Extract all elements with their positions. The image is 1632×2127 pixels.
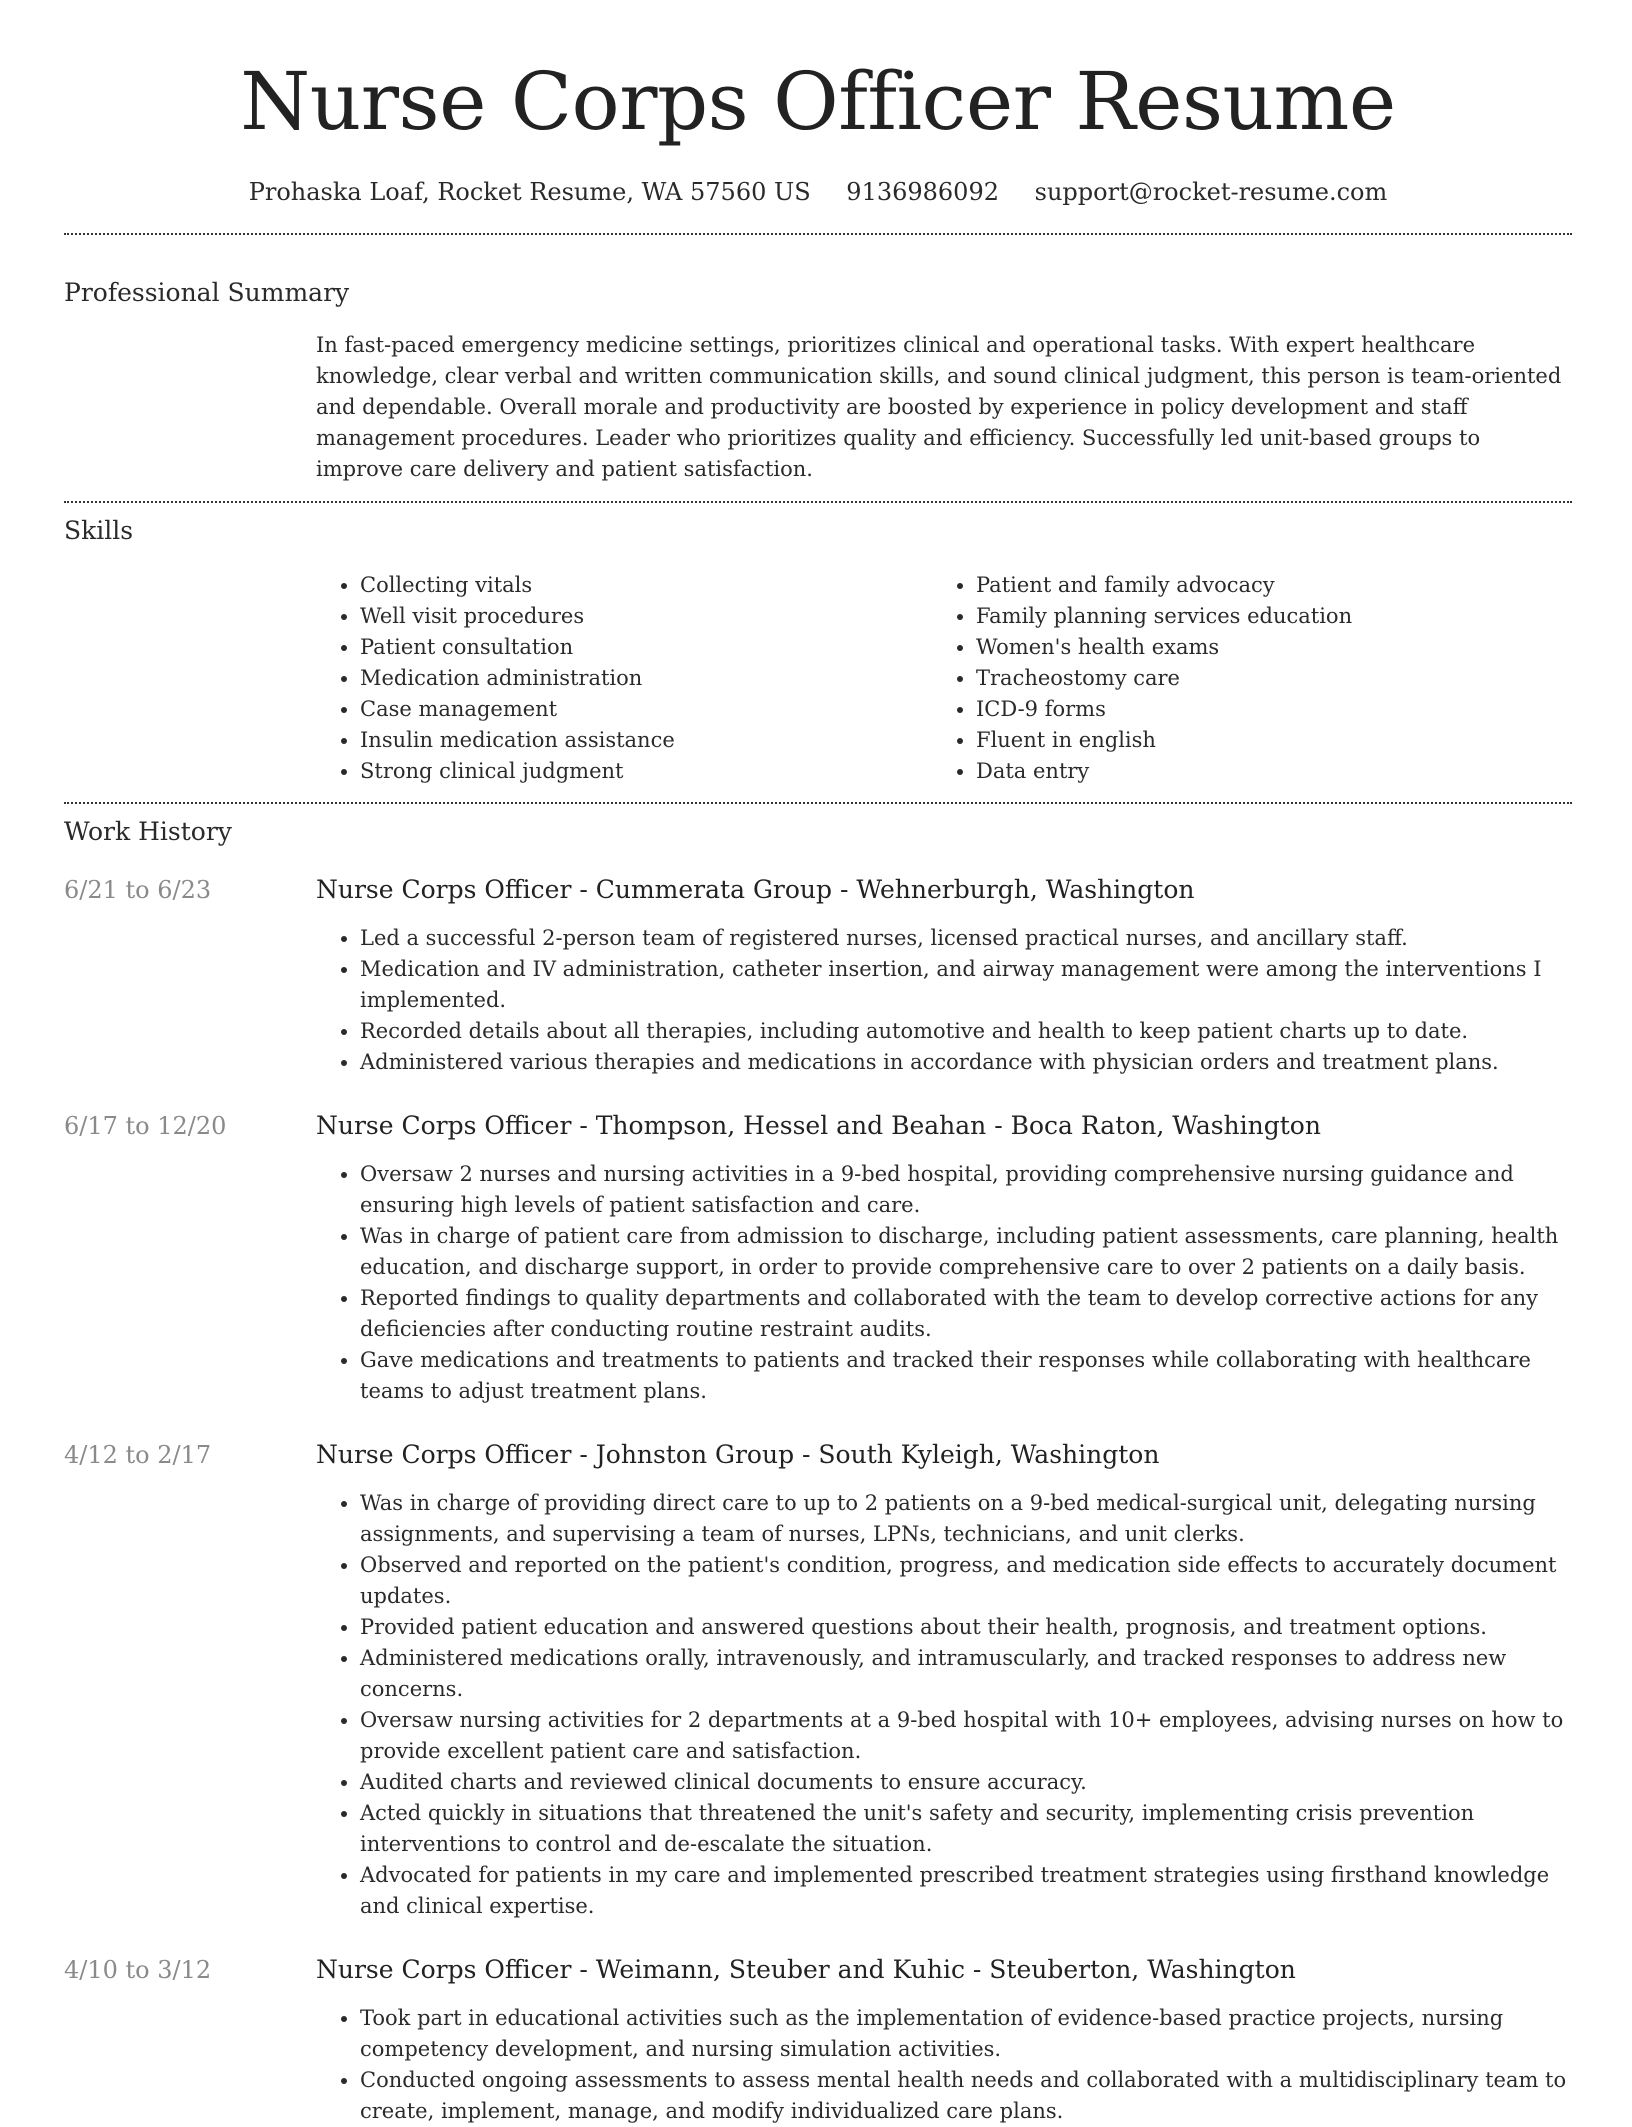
skills-divider — [64, 802, 1572, 804]
contact-phone: 9136986092 — [846, 178, 999, 206]
job-bullets — [316, 2003, 1572, 2127]
job-bullet: • Was in charge of patient care from admission to discharge, including patient assessments, care planning, health education, and discharge support, in order to provide comprehensive care to over 2 patients on a daily basis. — [360, 1221, 1572, 1283]
job-entry — [64, 1954, 1572, 2127]
job-dates: 6/21 to 6/23 — [64, 876, 212, 904]
header-divider — [64, 233, 1572, 235]
summary-body — [316, 330, 1572, 485]
skill-item: • Strong clinical judgment — [360, 756, 932, 787]
job-bullet: • Recorded details about all therapies, including automotive and health to keep patient charts up to date. — [360, 1016, 1572, 1047]
skill-item: • Family planning services education — [976, 601, 1548, 632]
job-entry — [64, 874, 1572, 1078]
skill-item: • Patient consultation — [360, 632, 932, 663]
job-bullet: • Oversaw nursing activities for 2 departments at a 9-bed hospital with 10+ employees, advising nurses on how to provide excellent patient care and satisfaction. — [360, 1705, 1572, 1767]
skills-column-right — [932, 570, 1548, 787]
skill-item: • Women's health exams — [976, 632, 1548, 663]
skill-item: • Fluent in english — [976, 725, 1548, 756]
job-bullet: • Reported findings to quality departments and collaborated with the team to develop corrective actions for any deficiencies after conducting routine restraint audits. — [360, 1283, 1572, 1345]
skill-item: • ICD-9 forms — [976, 694, 1548, 725]
skill-item: • Case management — [360, 694, 932, 725]
job-bullet: • Provided patient education and answered questions about their health, prognosis, and treatment options. — [360, 1612, 1572, 1643]
job-bullets — [316, 1488, 1572, 1922]
job-bullets — [316, 923, 1572, 1078]
job-bullet: • Took part in educational activities such as the implementation of evidence-based practice projects, nursing competency development, and nursing simulation activities. — [360, 2003, 1572, 2065]
skill-item: • Well visit procedures — [360, 601, 932, 632]
job-bullet: • Oversaw 2 nurses and nursing activities in a 9-bed hospital, providing comprehensive nursing guidance and ensuring high levels of patient satisfaction and care. — [360, 1159, 1572, 1221]
resume-title: Nurse Corps Officer Resume — [240, 55, 1396, 148]
job-bullet: • Gave medications and treatments to patients and tracked their responses while collaborating with healthcare teams to adjust treatment plans. — [360, 1345, 1572, 1407]
job-bullet: • Administered various therapies and medications in accordance with physician orders and treatment plans. — [360, 1047, 1572, 1078]
job-entry — [64, 1439, 1572, 1922]
job-bullet: • Led a successful 2-person team of registered nurses, licensed practical nurses, and ancillary staff. — [360, 923, 1572, 954]
job-bullet: • Medication and IV administration, catheter insertion, and airway management were among the interventions I implemented. — [360, 954, 1572, 1016]
job-bullet: • Conducted ongoing assessments to assess mental health needs and collaborated with a multidisciplinary team to create, implement, manage, and modify individualized care plans. — [360, 2065, 1572, 2127]
job-title: Nurse Corps Officer - Cummerata Group - Wehnerburgh, Washington — [316, 875, 1195, 904]
skills-heading: Skills — [64, 516, 134, 545]
job-title: Nurse Corps Officer - Johnston Group - South Kyleigh, Washington — [316, 1440, 1160, 1469]
job-entry — [64, 1110, 1572, 1407]
summary-divider — [64, 501, 1572, 503]
skill-item: • Medication administration — [360, 663, 932, 694]
work-heading: Work History — [64, 817, 232, 846]
summary-text: In fast-paced emergency medicine settings, prioritizes clinical and operational tasks. With expert healthcare knowledge, clear verbal and written communication skills, and sound clinical judgment, this person is team-oriented and dependable. Overall morale and productivity are boosted by experience in policy development and staff management procedures. Leader who prioritizes quality and efficiency. Successfully led unit-based groups to improve care delivery and patient satisfaction. — [316, 333, 1562, 481]
skill-item: • Patient and family advocacy — [976, 570, 1548, 601]
skill-item: • Data entry — [976, 756, 1548, 787]
skills-column-left — [316, 570, 932, 787]
job-dates: 4/10 to 3/12 — [64, 1956, 212, 1984]
job-bullet: • Was in charge of providing direct care to up to 2 patients on a 9-bed medical-surgical unit, delegating nursing assignments, and supervising a team of nurses, LPNs, technicians, and unit clerks. — [360, 1488, 1572, 1550]
resume-page — [64, 0, 1572, 2127]
job-bullet: • Administered medications orally, intravenously, and intramuscularly, and tracked responses to address new concerns. — [360, 1643, 1572, 1705]
job-bullet: • Advocated for patients in my care and implemented prescribed treatment strategies using firsthand knowledge and clinical expertise. — [360, 1860, 1572, 1922]
summary-heading: Professional Summary — [64, 278, 350, 307]
job-title: Nurse Corps Officer - Thompson, Hessel and Beahan - Boca Raton, Washington — [316, 1111, 1321, 1140]
skill-item: • Tracheostomy care — [976, 663, 1548, 694]
job-title: Nurse Corps Officer - Weimann, Steuber and Kuhic - Steuberton, Washington — [316, 1955, 1296, 1984]
skills-list — [316, 570, 1572, 787]
contact-email: support@rocket-resume.com — [1034, 178, 1388, 206]
job-bullet: • Acted quickly in situations that threatened the unit's safety and security, implementing crisis prevention interventions to control and de-escalate the situation. — [360, 1798, 1572, 1860]
job-bullets — [316, 1159, 1572, 1407]
job-dates: 4/12 to 2/17 — [64, 1441, 212, 1469]
contact-address: Prohaska Loaf, Rocket Resume, WA 57560 US — [248, 178, 811, 206]
job-bullet: • Audited charts and reviewed clinical documents to ensure accuracy. — [360, 1767, 1572, 1798]
job-bullet: • Observed and reported on the patient's condition, progress, and medication side effects to accurately document updates. — [360, 1550, 1572, 1612]
skill-item: • Collecting vitals — [360, 570, 932, 601]
job-dates: 6/17 to 12/20 — [64, 1112, 227, 1140]
skill-item: • Insulin medication assistance — [360, 725, 932, 756]
contact-line — [64, 176, 1572, 208]
